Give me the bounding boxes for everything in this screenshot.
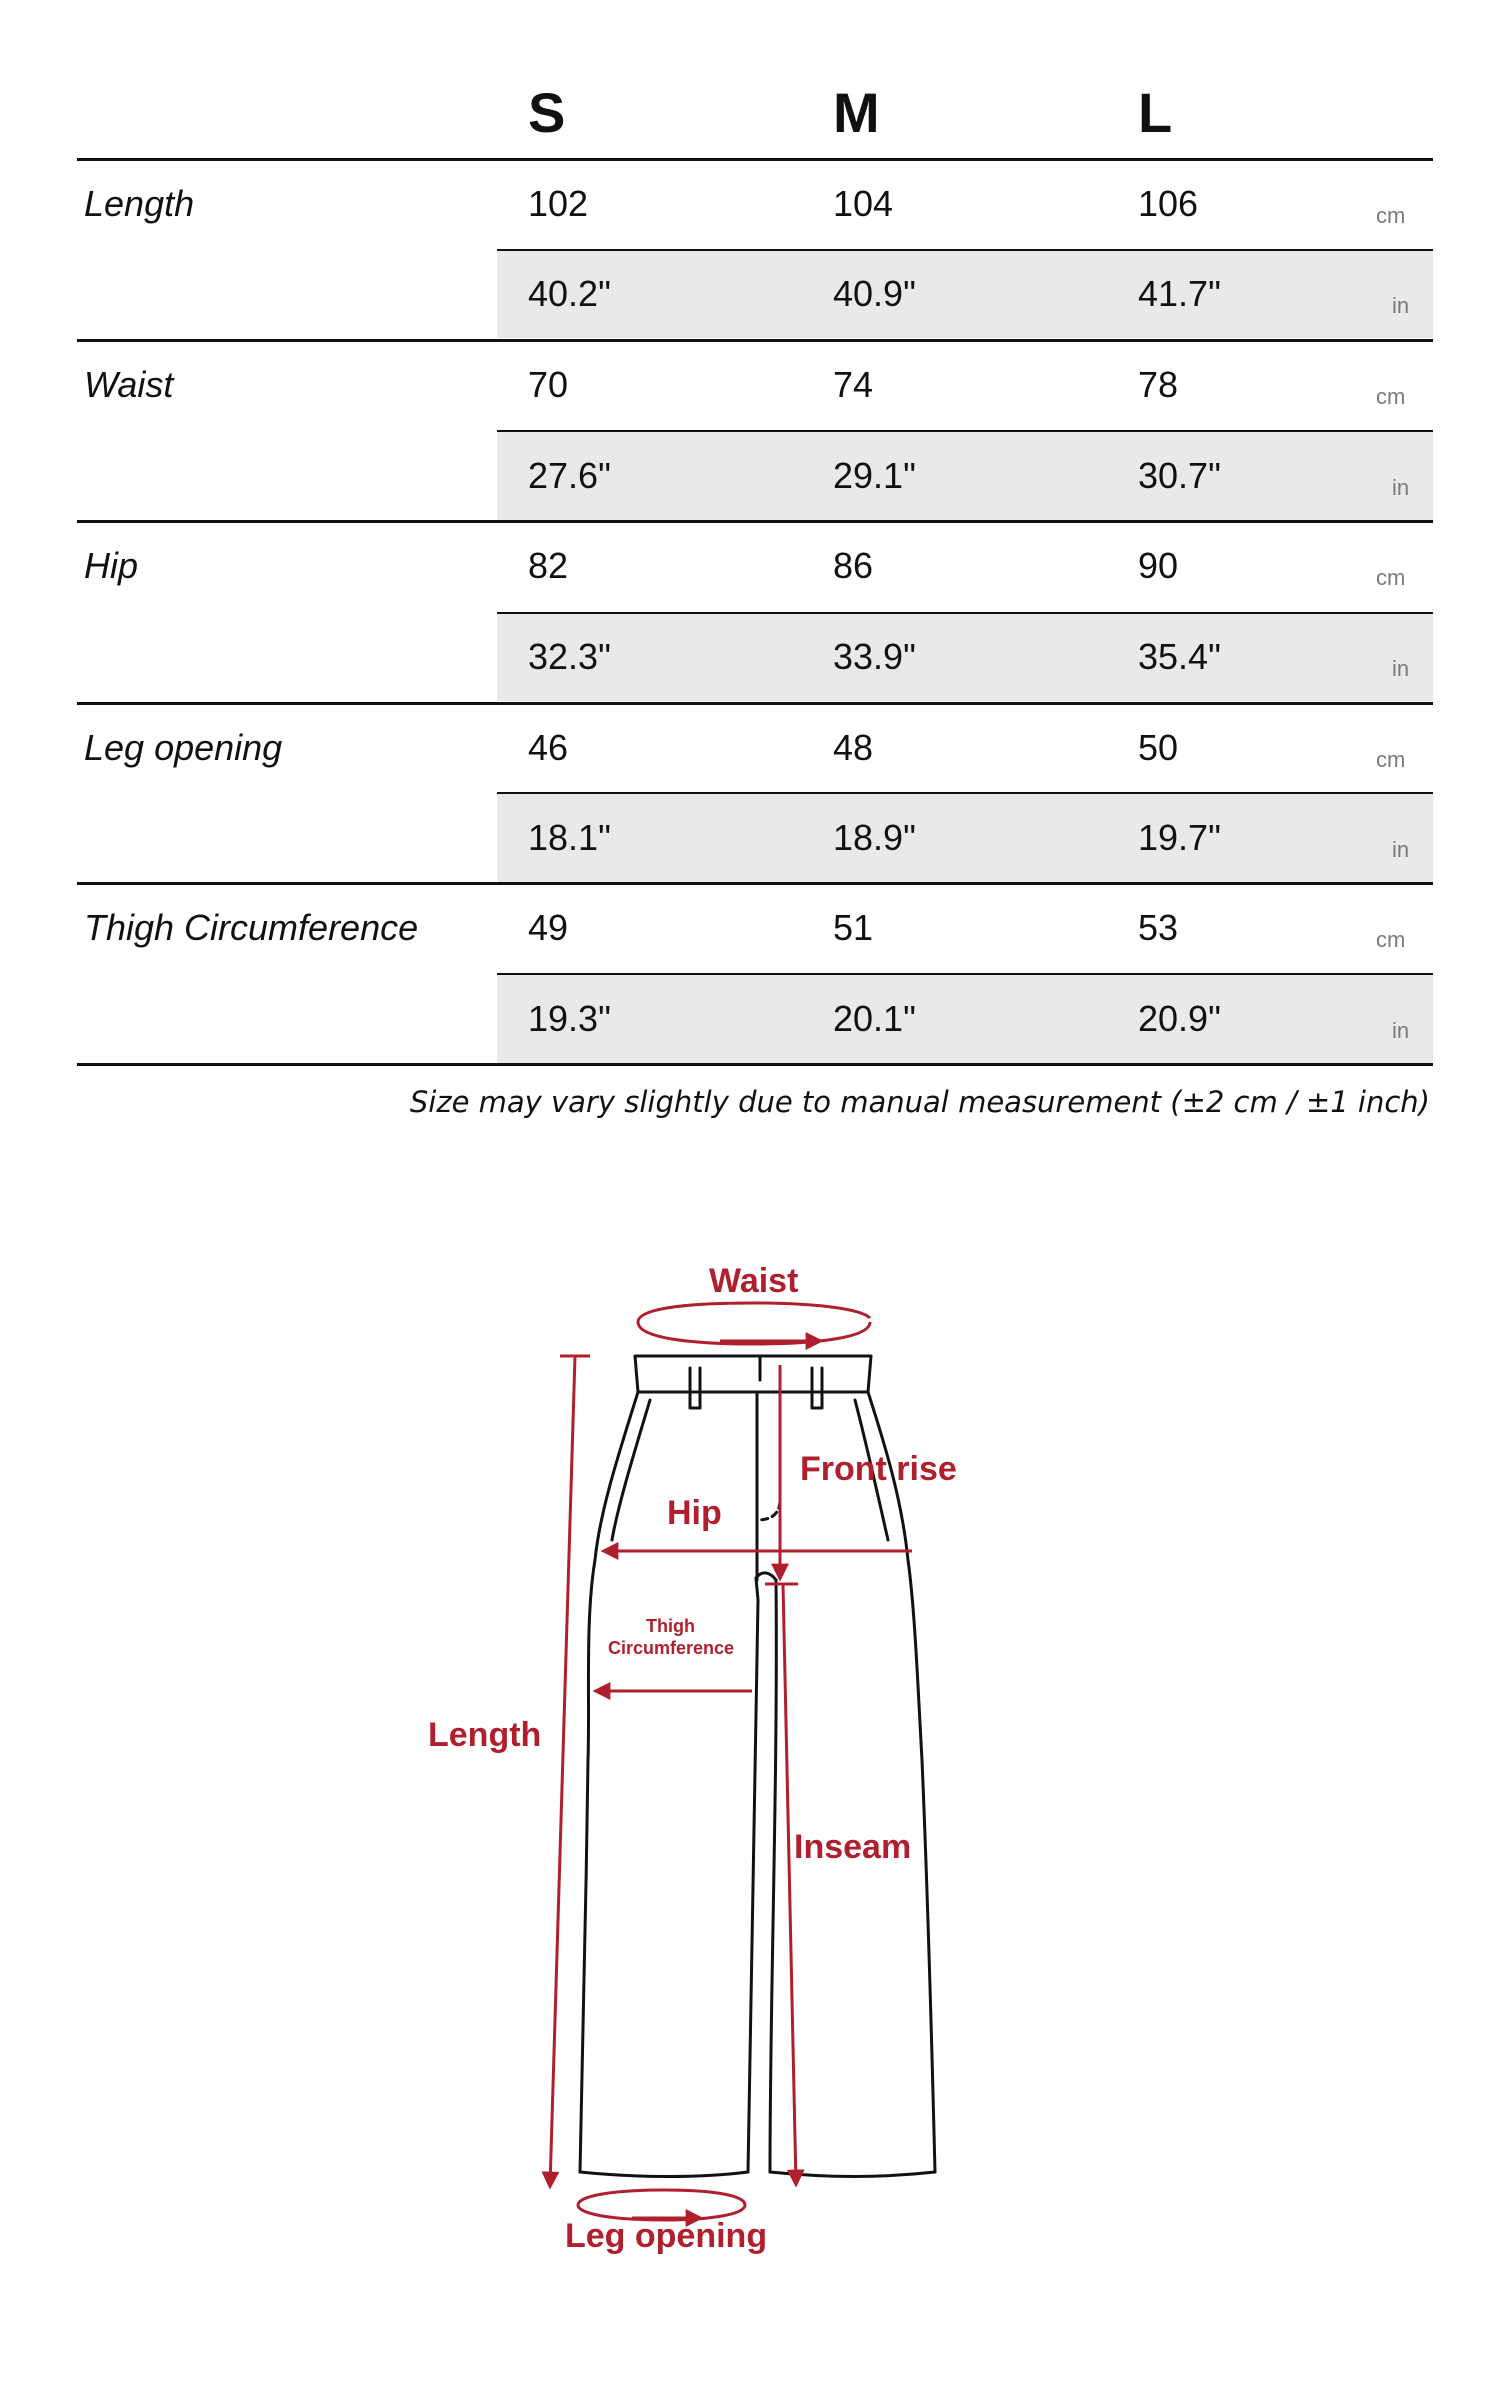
- cell-thigh-l-in: 20.9": [1138, 998, 1221, 1039]
- cell-thigh-s-in: 19.3": [528, 998, 611, 1039]
- front-rise-label: Front rise: [800, 1450, 957, 1488]
- cell-leg-opening-l-cm: 50: [1138, 727, 1179, 768]
- cell-thigh-m-in: 20.1": [833, 998, 916, 1039]
- leg-opening-label: Leg opening: [565, 2217, 768, 2255]
- cell-hip-m-cm: 86: [833, 545, 874, 586]
- cell-hip-l-in: 35.4": [1138, 636, 1221, 677]
- cell-waist-l-cm: 78: [1138, 364, 1179, 405]
- cell-waist-m-cm: 74: [833, 364, 874, 405]
- cell-length-m-in: 40.9": [833, 273, 916, 314]
- cell-leg-opening-m-in: 18.9": [833, 817, 916, 858]
- unit-cm-label: cm: [1376, 747, 1406, 772]
- cell-length-s-in: 40.2": [528, 273, 611, 314]
- thigh-label-line2: Circumference: [608, 1638, 735, 1658]
- row-label-thigh-circumference: Thigh Circumference: [84, 907, 419, 948]
- unit-in-label: in: [1392, 1018, 1410, 1043]
- cell-leg-opening-s-cm: 46: [528, 727, 569, 768]
- size-header-l: L: [1138, 81, 1173, 144]
- measurement-note: Size may vary slightly due to manual measurement (±2 cm / ±1 inch): [409, 1085, 1430, 1119]
- cell-length-s-cm: 102: [528, 183, 589, 224]
- cell-length-l-in: 41.7": [1138, 273, 1221, 314]
- cell-leg-opening-l-in: 19.7": [1138, 817, 1221, 858]
- row-label-length: Length: [84, 183, 195, 224]
- unit-in-label: in: [1392, 293, 1410, 318]
- cell-waist-m-in: 29.1": [833, 455, 916, 496]
- length-label: Length: [428, 1716, 542, 1754]
- cell-waist-l-in: 30.7": [1138, 455, 1221, 496]
- cell-length-l-cm: 106: [1138, 183, 1199, 224]
- unit-in-label: in: [1392, 837, 1410, 862]
- unit-cm-label: cm: [1376, 927, 1406, 952]
- hip-label: Hip: [667, 1494, 722, 1532]
- unit-cm-label: cm: [1376, 203, 1406, 228]
- unit-in-label: in: [1392, 475, 1410, 500]
- cell-hip-m-in: 33.9": [833, 636, 916, 677]
- cell-length-m-cm: 104: [833, 183, 894, 224]
- cell-waist-s-cm: 70: [528, 364, 569, 405]
- cell-waist-s-in: 27.6": [528, 455, 611, 496]
- unit-cm-label: cm: [1376, 384, 1406, 409]
- cell-thigh-m-cm: 51: [833, 907, 874, 948]
- measurement-guides: [550, 1303, 912, 2220]
- cell-hip-s-in: 32.3": [528, 636, 611, 677]
- cell-hip-l-cm: 90: [1138, 545, 1179, 586]
- size-header-m: M: [833, 81, 880, 144]
- thigh-label-line1: Thigh: [646, 1616, 695, 1636]
- unit-cm-label: cm: [1376, 565, 1406, 590]
- unit-in-label: in: [1392, 656, 1410, 681]
- cell-hip-s-cm: 82: [528, 545, 569, 586]
- waist-label: Waist: [709, 1262, 799, 1300]
- row-label-waist: Waist: [84, 364, 174, 405]
- row-label-hip: Hip: [84, 545, 139, 586]
- cell-thigh-s-cm: 49: [528, 907, 569, 948]
- size-header-s: S: [528, 81, 566, 144]
- cell-leg-opening-s-in: 18.1": [528, 817, 611, 858]
- cell-thigh-l-cm: 53: [1138, 907, 1179, 948]
- cell-leg-opening-m-cm: 48: [833, 727, 874, 768]
- inseam-label: Inseam: [794, 1828, 912, 1866]
- row-label-leg-opening: Leg opening: [84, 727, 283, 768]
